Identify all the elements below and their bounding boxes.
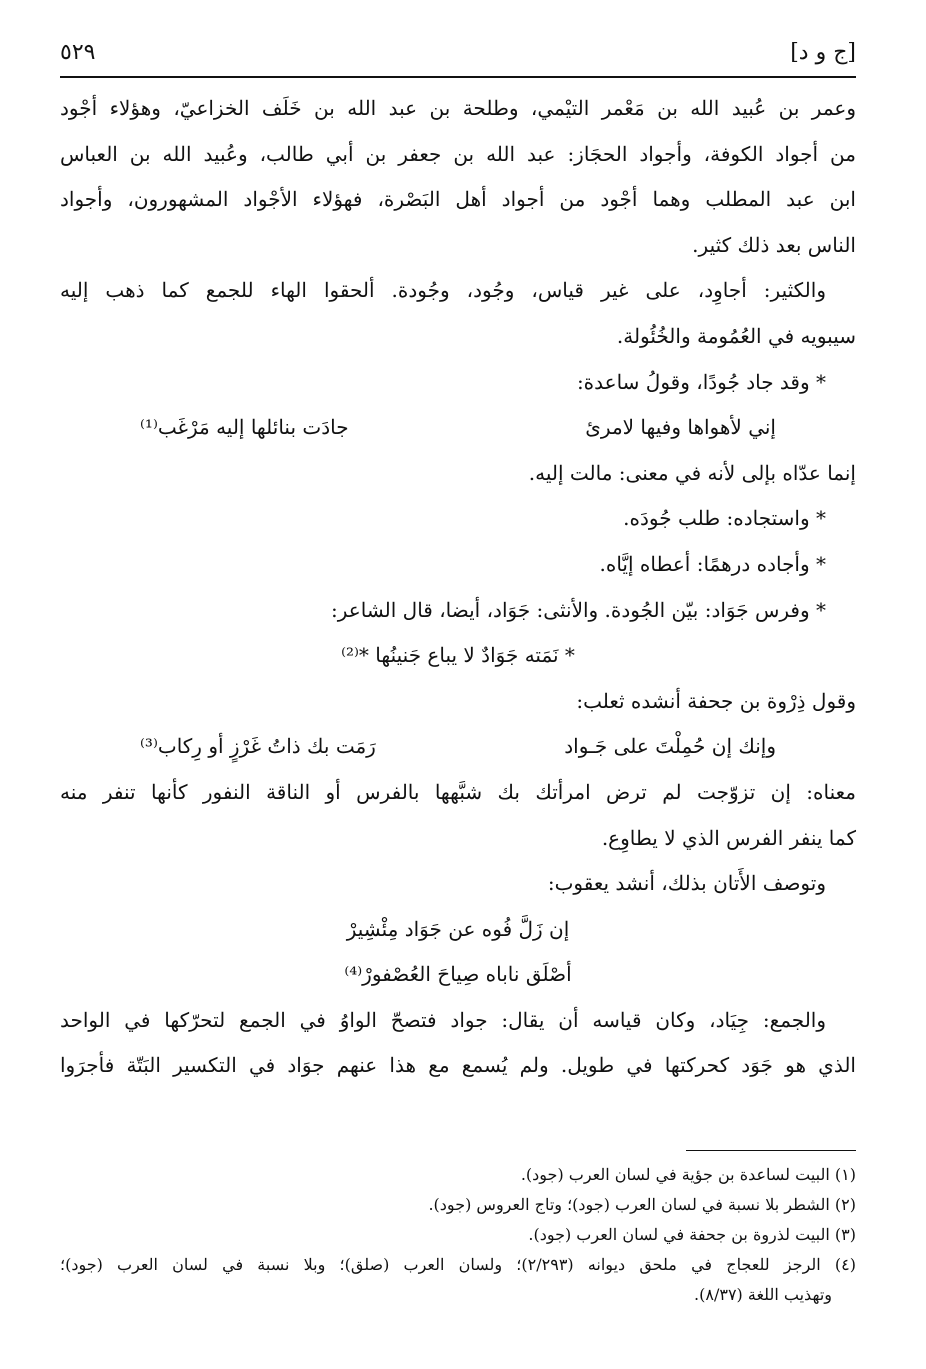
verse-line: * نَمَته جَوَادٌ لا يباع جَنينُها *⁽²⁾ — [341, 643, 575, 668]
text-line: ابن عبد المطلب وهما أجْود من أجواد أهل البَصْرة، فهؤلاء الأجْواد المشهورون، وأجواد — [60, 187, 856, 212]
text-line: وتوصف الأَتان بذلك، أنشد يعقوب: — [547, 871, 826, 896]
page-number: ٥٢٩ — [60, 40, 96, 65]
section-label: [ج و د] — [790, 40, 856, 65]
text-line: وعمر بن عُبيد الله بن مَعْمر التيْمي، وطلحة بن عبد الله بن خَلَف الخزاعيّ، وهؤلاء أجْود — [60, 96, 856, 120]
poem-verse — [60, 405, 856, 451]
footnote: (٢) الشطر بلا نسبة في لسان العرب (جود)؛ وتاج العروس (جود). — [428, 1195, 856, 1214]
text-line: إنما عدّاه بإلى لأنه في معنى: مالت إليه. — [528, 460, 856, 485]
text-line: * وفرس جَوَاد: بيّن الجُودة. والأنثى: جَوَاد، أيضا، قال الشاعر: — [331, 597, 826, 622]
text-line: * وقد جاد جُودًا، وقولُ ساعدة: — [576, 369, 826, 394]
text-line: كما ينفر الفرس الذي لا يطاوِع. — [601, 825, 856, 850]
text-line: والكثير: أجاوِد، على غير قياس، وجُود، وجُودة. ألحقوا الهاء للجمع كما ذهب إليه — [60, 278, 826, 303]
header-divider — [60, 76, 856, 78]
verse-line: أصْلَق ناباه صِياحَ العُصْفورْ⁽⁴⁾ — [344, 962, 572, 987]
footnote-continuation: وتهذيب اللغة (٨/٣٧). — [694, 1285, 832, 1304]
footnote-divider — [686, 1150, 856, 1151]
page-header — [60, 40, 856, 74]
footnote: (١) البيت لساعدة بن جؤية في لسان العرب (جود). — [520, 1165, 856, 1184]
verse-first-hemistich: وإنك إن حُمِلْتَ على جَـواد — [564, 734, 776, 759]
text-line: سيبويه في العُمُومة والخُئُولة. — [616, 323, 856, 348]
verse-line: إن زَلَّ فُوه عن جَوَاد مِئْشِيرْ — [346, 916, 570, 941]
footnote: (٣) البيت لذروة بن جحفة في لسان العرب (جود). — [528, 1225, 856, 1244]
text-line: معناه: إن تزوّجت لم ترض امرأتك بك شبَّهها بالفرس أو الناقة النفور كأنها تنفر منه — [60, 779, 856, 804]
text-line: الذي هو جَوَد كحركتها في طويل. ولم يُسمع مع هذا عنهم جوَاد في التكسير البَتّة فأجرَوا — [60, 1053, 856, 1078]
main-text — [60, 86, 856, 1089]
text-line: والجمع: جِيَاد، وكان قياسه أن يقال: جواد فتصحّ الواوُ في الجمع لتحرّكها في الواحد — [60, 1007, 826, 1032]
footnotes — [60, 1160, 856, 1310]
text-line: * واستجاده: طلب جُودَه. — [623, 506, 826, 531]
text-line: الناس بعد ذلك كثير. — [692, 232, 856, 257]
text-line: * وأجاده درهمًا: أعطاه إيَّاه. — [599, 551, 826, 576]
verse-second-hemistich: جادَت بنائلها إليه مَرْغَب⁽¹⁾ — [140, 415, 349, 440]
verse-first-hemistich: إني لأهواها وفيها لامرئ — [585, 415, 776, 440]
text-line: من أجواد الكوفة، وأجواد الحجَاز: عبد الله بن جعفر بن أبي طالب، وعُبيد الله بن العباس — [60, 141, 856, 166]
poem-verse — [60, 724, 856, 770]
verse-second-hemistich: رَمَت بك ذاتُ غَرْزٍ أو رِكاب⁽³⁾ — [140, 734, 376, 759]
footnote: (٤) الرجز للعجاج في ملحق ديوانه (٢/٢٩٣)؛ ولسان العرب (صلق)؛ وبلا نسبة في لسان العرب (جود)؛ — [60, 1255, 856, 1274]
text-line: وقول ذِرْوة بن جحفة أنشده ثعلب: — [576, 688, 856, 713]
